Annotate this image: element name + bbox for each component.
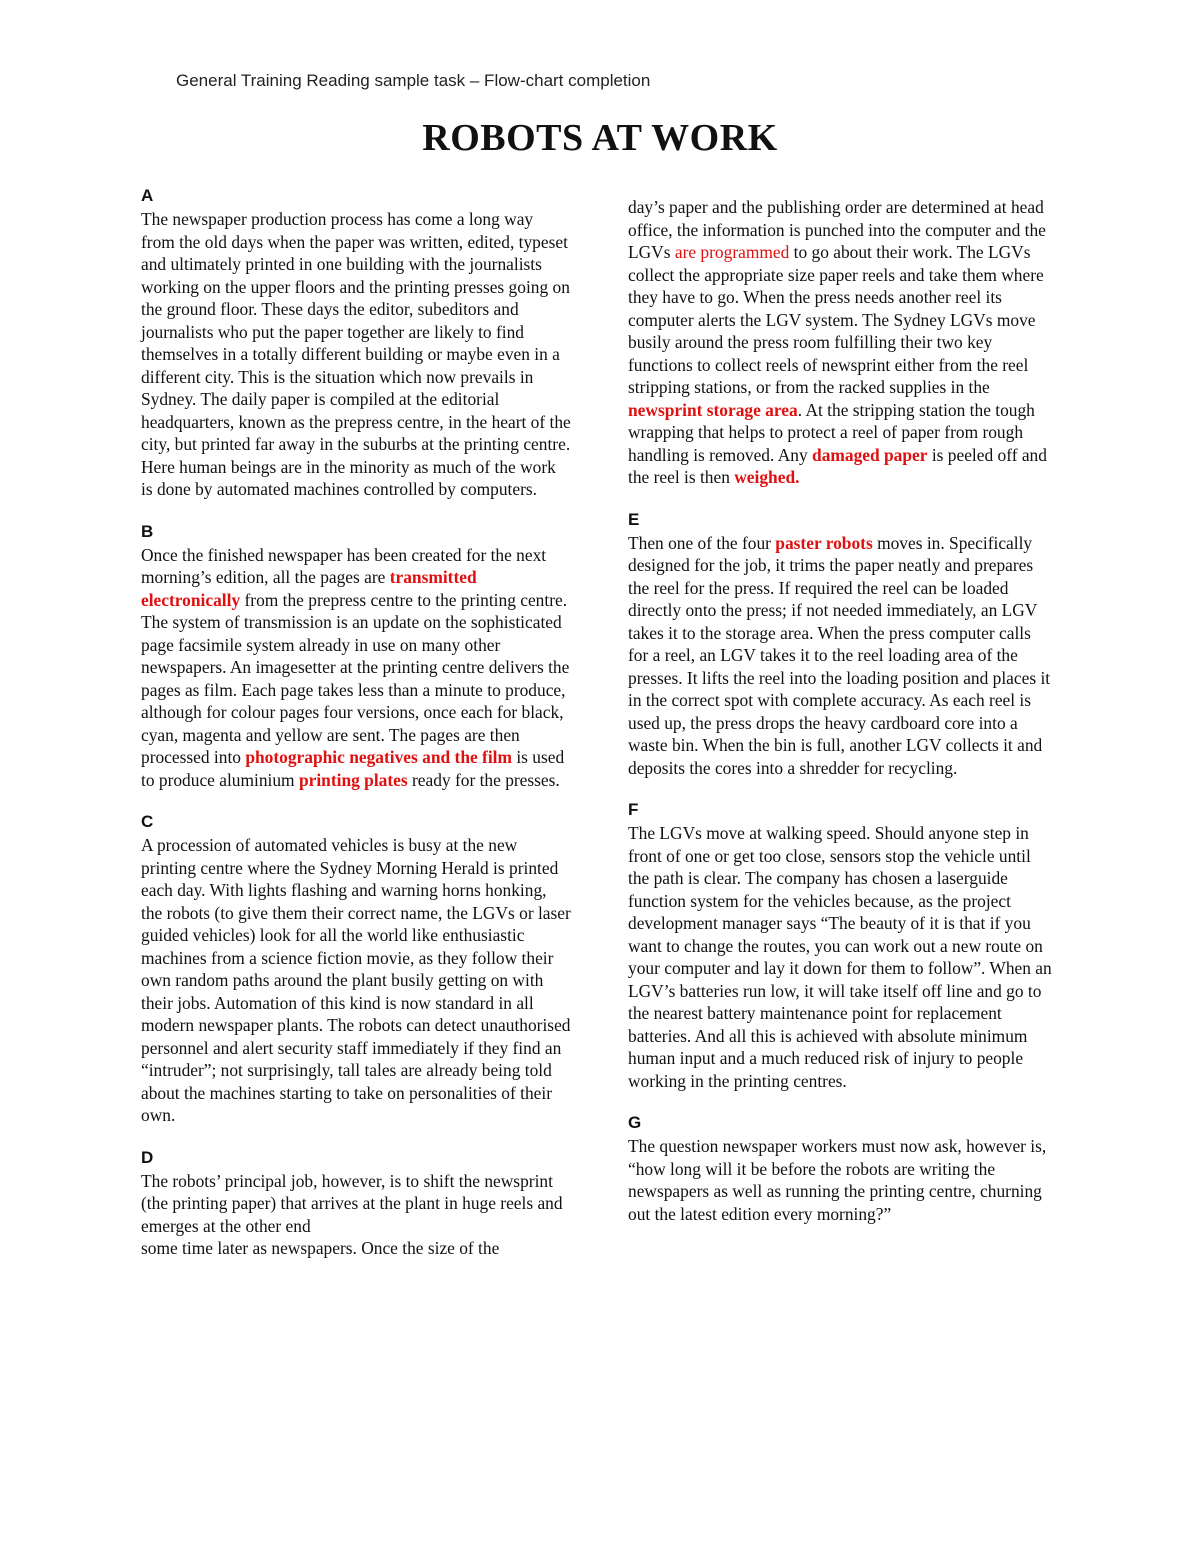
section-text: The LGVs move at walking speed. Should anyone step in front of one or get too close, sensors stop the vehicle until the path is clear. The company has chosen a laserguide function system for the vehicles because, as the project development manager says “The beauty of it is that if you want to change the routes, you can work out a new route on your computer and lay it down for them to follow”. When an LGV’s batteries run low, it will take itself off line and go to the nearest battery maintenance point for replacement batteries. And all this is achieved with absolute minimum human input and a much reduced risk of injury to people working in the printing centres. xyxy=(628,823,1052,1091)
section-text: The newspaper production process has come a long way from the old days when the paper was written, edited, typeset and ultimately printed in one building with the journalists working on the upper floors and the printing presses going on the ground floor. These days the editor, subeditors and journalists who put the paper together are likely to find themselves in a totally different building or maybe even in a different city. This is the situation which now prevails in Sydney. The daily paper is compiled at the editorial headquarters, known as the prepress centre, in the heart of the city, but printed far away in the suburbs at the printing centre. Here human beings are in the minority as much of the work is done by automated machines controlled by computers. xyxy=(141,209,571,499)
text-run: is peeled off and the reel is then xyxy=(628,444,1047,487)
section-letter: E xyxy=(628,509,640,529)
section-letter: F xyxy=(628,800,639,819)
text-run: ready for the presses. xyxy=(407,769,560,790)
left-column xyxy=(141,185,571,1280)
section-text xyxy=(141,1170,571,1260)
text-run: . At the stripping station the tough wrapping that helps to protect a reel of paper from rough handling is removed. Any xyxy=(628,399,1035,465)
section-d xyxy=(141,1147,571,1260)
text-run: day’s paper and the publishing order are determined at head office, the information is punched into the computer and the LGVs xyxy=(628,197,1046,262)
section-text xyxy=(141,544,571,792)
section-e xyxy=(628,509,1053,780)
section-text xyxy=(628,532,1053,780)
section-letter: C xyxy=(141,812,154,831)
text-run: from the prepress centre to the printing centre. The system of transmission is an update on the sophisticated page facsimile system already in use on many other newspapers. An imagesetter at the printing centre delivers the pages as film. Each page takes less than a minute to produce, although for colour pages four versions, once each for black, cyan, magenta and yellow are sent. The pages are then processed into xyxy=(141,589,570,767)
highlight-paster-robots: paster robots xyxy=(775,532,873,553)
text-run: some time later as newspapers. Once the size of the xyxy=(141,1238,500,1258)
text-run: moves in. Specifically designed for the job, it trims the paper neatly and prepares the reel for the press. If required the reel can be loaded directly onto the press; if not needed immediately, an LGV takes it to the storage area. When the press computer calls for a reel, an LGV takes it to the reel loading area of the presses. It lifts the reel into the loading position and places it in the correct spot with complete accuracy. As each reel is used up, the press drops the heavy cardboard core into a waste bin. When the bin is full, another LGV collects it and deposits the cores into a shredder for recycling. xyxy=(628,532,1051,778)
section-text: A procession of automated vehicles is busy at the new printing centre where the Sydney Morning Herald is printed each day. With lights flashing and warning horns honking, the robots (to give them their correct name, the LGVs or laser guided vehicles) look for all the world like enthusiastic machines from a science fiction movie, as they follow their own random paths around the plant busily getting on with their jobs. Automation of this kind is now standard in all modern newspaper plants. The robots can detect unauthorised personnel and alert security staff immediately if they find an “intruder”; not surprisingly, tall tales are already being told about the machines starting to take on personalities of their own. xyxy=(141,835,571,1125)
section-letter: G xyxy=(628,1113,642,1132)
section-b xyxy=(141,521,571,792)
section-c xyxy=(141,811,571,1127)
page-header: General Training Reading sample task – Flow-chart completion xyxy=(176,71,651,90)
section-letter: A xyxy=(141,186,154,205)
section-a xyxy=(141,185,571,501)
section-text xyxy=(628,196,1053,489)
text-run: Then one of the four xyxy=(628,532,776,553)
highlight-photographic-negatives: photographic negatives and the film xyxy=(245,747,512,767)
section-letter: D xyxy=(141,1147,154,1167)
section-g xyxy=(628,1112,1053,1225)
highlight-are-programmed: are programmed xyxy=(674,242,790,262)
section-letter: B xyxy=(141,521,154,541)
page-title: ROBOTS AT WORK xyxy=(422,117,778,159)
right-column xyxy=(628,196,1053,1245)
highlight-transmitted-electronically: transmitted electronically xyxy=(141,567,477,610)
highlight-weighed: weighed. xyxy=(734,467,800,487)
highlight-damaged-paper: damaged paper xyxy=(812,444,928,465)
section-text: The question newspaper workers must now ask, however is, “how long will it be before the robots are writing the newspapers as well as running the printing centre, churning out the latest edition every morning?” xyxy=(628,1136,1047,1224)
text-run: The robots’ principal job, however, is to shift the newsprint (the printing paper) that arrives at the plant in huge reels and emerges at the other end xyxy=(141,1170,563,1236)
highlight-newsprint-storage-area: newsprint storage area xyxy=(628,399,798,420)
text-run: is used to produce aluminium xyxy=(141,747,565,790)
section-f xyxy=(628,799,1053,1092)
text-run: Once the finished newspaper has been created for the next morning’s edition, all the pages are xyxy=(141,544,547,587)
section-d-continued xyxy=(628,196,1053,489)
highlight-printing-plates: printing plates xyxy=(298,769,408,790)
text-run: to go about their work. The LGVs collect the appropriate size paper reels and take them where they have to go. When the press needs another reel its computer alerts the LGV system. The Sydney LGVs move busily around the press room fulfilling their two key functions to collect reels of newsprint either from the reel stripping stations, or from the racked supplies in the xyxy=(628,242,1044,397)
